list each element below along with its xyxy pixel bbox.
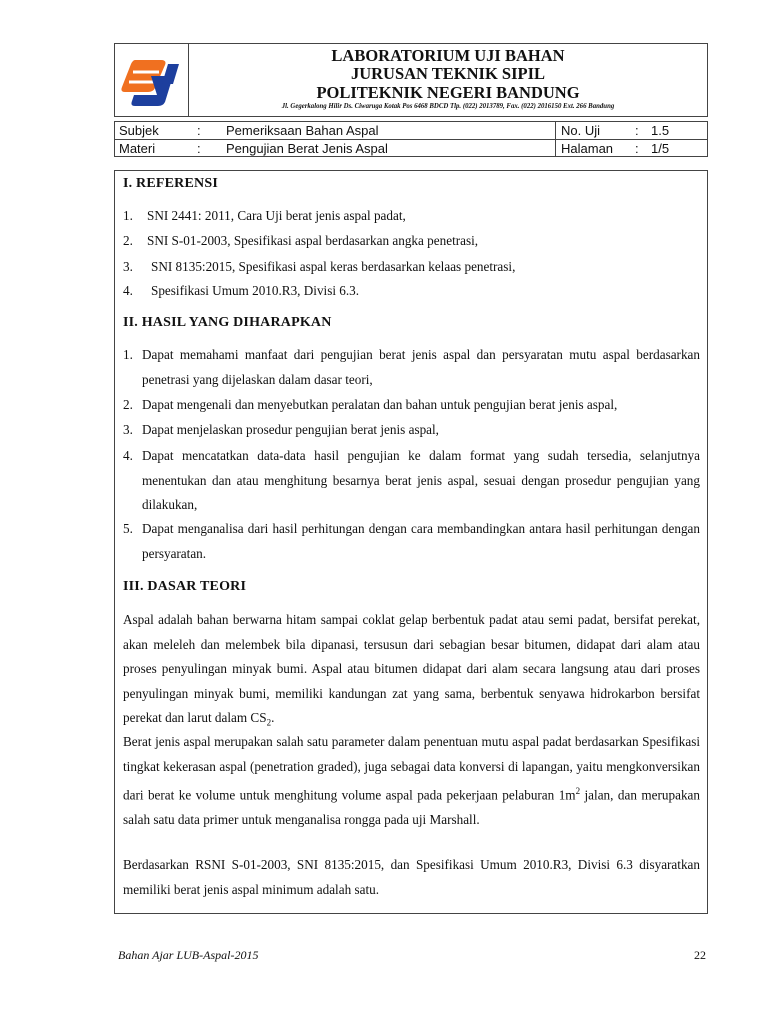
objective-item: 2. Dapat mengenali dan menyebutkan peralatan dan bahan untuk pengujian berat jenis aspal,	[123, 397, 618, 412]
theory-paragraph-2: Berat jenis aspal merupakan salah satu parameter dalam penentuan mutu aspal padat berdasarkan Spesifikasi tingkat kekerasan aspal (penetration graded), juga sebagai data konversi di lapangan, yaitu mengkonversikan dari berat ke volume untuk menghitung volume aspal pada pekerjaan pelaburan $1m^2$ jalan, dan merupakan salah satu data primer untuk menganalisa rongga pada uji Marshall.	[123, 734, 700, 827]
logo-cell	[115, 44, 189, 116]
document-header	[114, 43, 708, 117]
objective-item: 4. Dapat mencatatkan data-data hasil pengujian ke dalam format yang sudah tersedia, selanjutnya menentukan dan atau menghitung besarnya berat jenis aspal, sesuai dengan prosedur pengujian yang dilakukan,	[123, 448, 700, 512]
theory-paragraph-3: Berdasarkan RSNI S-01-2003, SNI 8135:2015, dan Spesifikasi Umum 2010.R3, Divisi 6.3 disyaratkan memiliki berat jenis aspal minimum adalah satu.	[123, 857, 700, 897]
page-number: 22	[694, 948, 706, 962]
nouji-separator: :	[635, 123, 639, 138]
halaman-label: Halaman	[561, 141, 614, 156]
institution-address: Jl. Gegerkalong Hilir Ds. Ciwaruga Kotak Pos 6468 BDCD Tlp. (022) 2013789, Fax. (022) 2016150 Ext. 266 Bandung	[281, 103, 615, 110]
header-title-block	[189, 44, 707, 116]
content-box: I. REFERENSI 1. SNI 2441: 2011, Cara Uji berat jenis aspal padat, 2. SNI S-01-2003, Spesifikasi aspal berdasarkan angka penetrasi, 3. SNI 8135:2015, Spesifikasi aspal keras berdasarkan kelaas penetrasi, 4. Spesifikasi Umum 2010.R3, Divisi 6.3. II. HASIL YANG DIHARAPKAN 1. Dapat memahami manfaat dari pengujian berat jenis aspal dan persyaratan mutu aspal berdasarkan penetrasi yang dijelaskan dalam dasar teori, 2. Dapat mengenali dan menyebutkan peralatan dan bahan untuk pengujian berat jenis aspal, 3. Dapat menjelaskan prosedur pengujian berat jenis aspal, 4. Dapat mencatatkan data-data hasil pengujian ke dalam format yang sudah tersedia, selanjutnya menentukan dan atau menghitung besarnya berat jenis aspal, sesuai dengan prosedur pengujian yang dilakukan, 5. Dapat menganalisa dari hasil perhitungan dengan cara membandingkan antara hasil perhitungan dengan persyaratan. III. DASAR TEORI Aspal adalah bahan berwarna hitam sampai coklat gelap berbentuk padat atau semi padat, bersifat perekat, akan meleleh dan melembek bila dipanasi, tersusun dari sebagian besar bitumen, didapat dari alam atau proses penyulingan minyak bumi. Aspal atau bitumen didapat dari alam secara langsung atau dari proses penyulingan minyak bumi, memiliki kandungan zat yang sama, berbentuk senyawa hidrokarbon bersifat perekat dan larut dalam $CS_2$. Berat jenis aspal merupakan salah satu parameter dalam penentuan mutu aspal padat berdasarkan Spesifikasi tingkat kekerasan aspal (penetration graded), juga sebagai data konversi di lapangan, yaitu mengkonversikan dari berat ke volume untuk menghitung volume aspal pada pekerjaan pelaburan $1m^2$ jalan, dan merupakan salah satu data primer untuk menganalisa rongga pada uji Marshall. Berdasarkan RSNI S-01-2003, SNI 8135:2015, dan Spesifikasi Umum 2010.R3, Divisi 6.3 disyaratkan memiliki berat jenis aspal minimum adalah satu.	[114, 170, 708, 914]
department-name: JURUSAN TEKNIK SIPIL	[350, 64, 546, 83]
nouji-label: No. Uji	[561, 123, 601, 138]
lab-name: LABORATORIUM UJI BAHAN	[331, 46, 565, 65]
objective-item: 5. Dapat menganalisa dari hasil perhitungan dengan cara membandingkan antara hasil perhitungan dengan persyaratan.	[123, 521, 700, 561]
objective-item: 1. Dapat memahami manfaat dari pengujian berat jenis aspal dan persyaratan mutu aspal berdasarkan penetrasi yang dijelaskan dalam dasar teori,	[123, 347, 700, 387]
section-dasar-teori-title: III. DASAR TEORI	[123, 579, 247, 594]
materi-value: Pengujian Berat Jenis Aspal	[226, 141, 388, 156]
subjek-value: Pemeriksaan Bahan Aspal	[226, 123, 379, 138]
institution-name: POLITEKNIK NEGERI BANDUNG	[316, 83, 580, 102]
materi-separator: :	[197, 141, 201, 156]
footer-document-name: Bahan Ajar LUB-Aspal-2015	[118, 948, 259, 962]
halaman-separator: :	[635, 141, 639, 156]
subjek-separator: :	[197, 123, 201, 138]
nouji-value: 1.5	[651, 123, 670, 138]
halaman-value: 1/5	[651, 141, 670, 156]
materi-label: Materi	[119, 141, 156, 156]
subjek-label: Subjek	[119, 123, 159, 138]
objective-item: 3. Dapat menjelaskan prosedur pengujian berat jenis aspal,	[123, 422, 439, 437]
document-info-table	[114, 121, 708, 157]
section-hasil-title: II. HASIL YANG DIHARAPKAN	[123, 315, 332, 330]
section-referensi-title: I. REFERENSI	[123, 176, 218, 191]
theory-paragraph-1: Aspal adalah bahan berwarna hitam sampai coklat gelap berbentuk padat atau semi padat, bersifat perekat, akan meleleh dan melembek bila dipanasi, tersusun dari sebagian besar bitumen, didapat dari alam atau proses penyulingan minyak bumi. Aspal atau bitumen didapat dari alam secara langsung atau dari proses penyulingan minyak bumi, memiliki kandungan zat yang sama, berbentuk senyawa hidrokarbon bersifat perekat dan larut dalam $CS_2$.	[123, 612, 700, 728]
polban-logo	[121, 54, 181, 106]
